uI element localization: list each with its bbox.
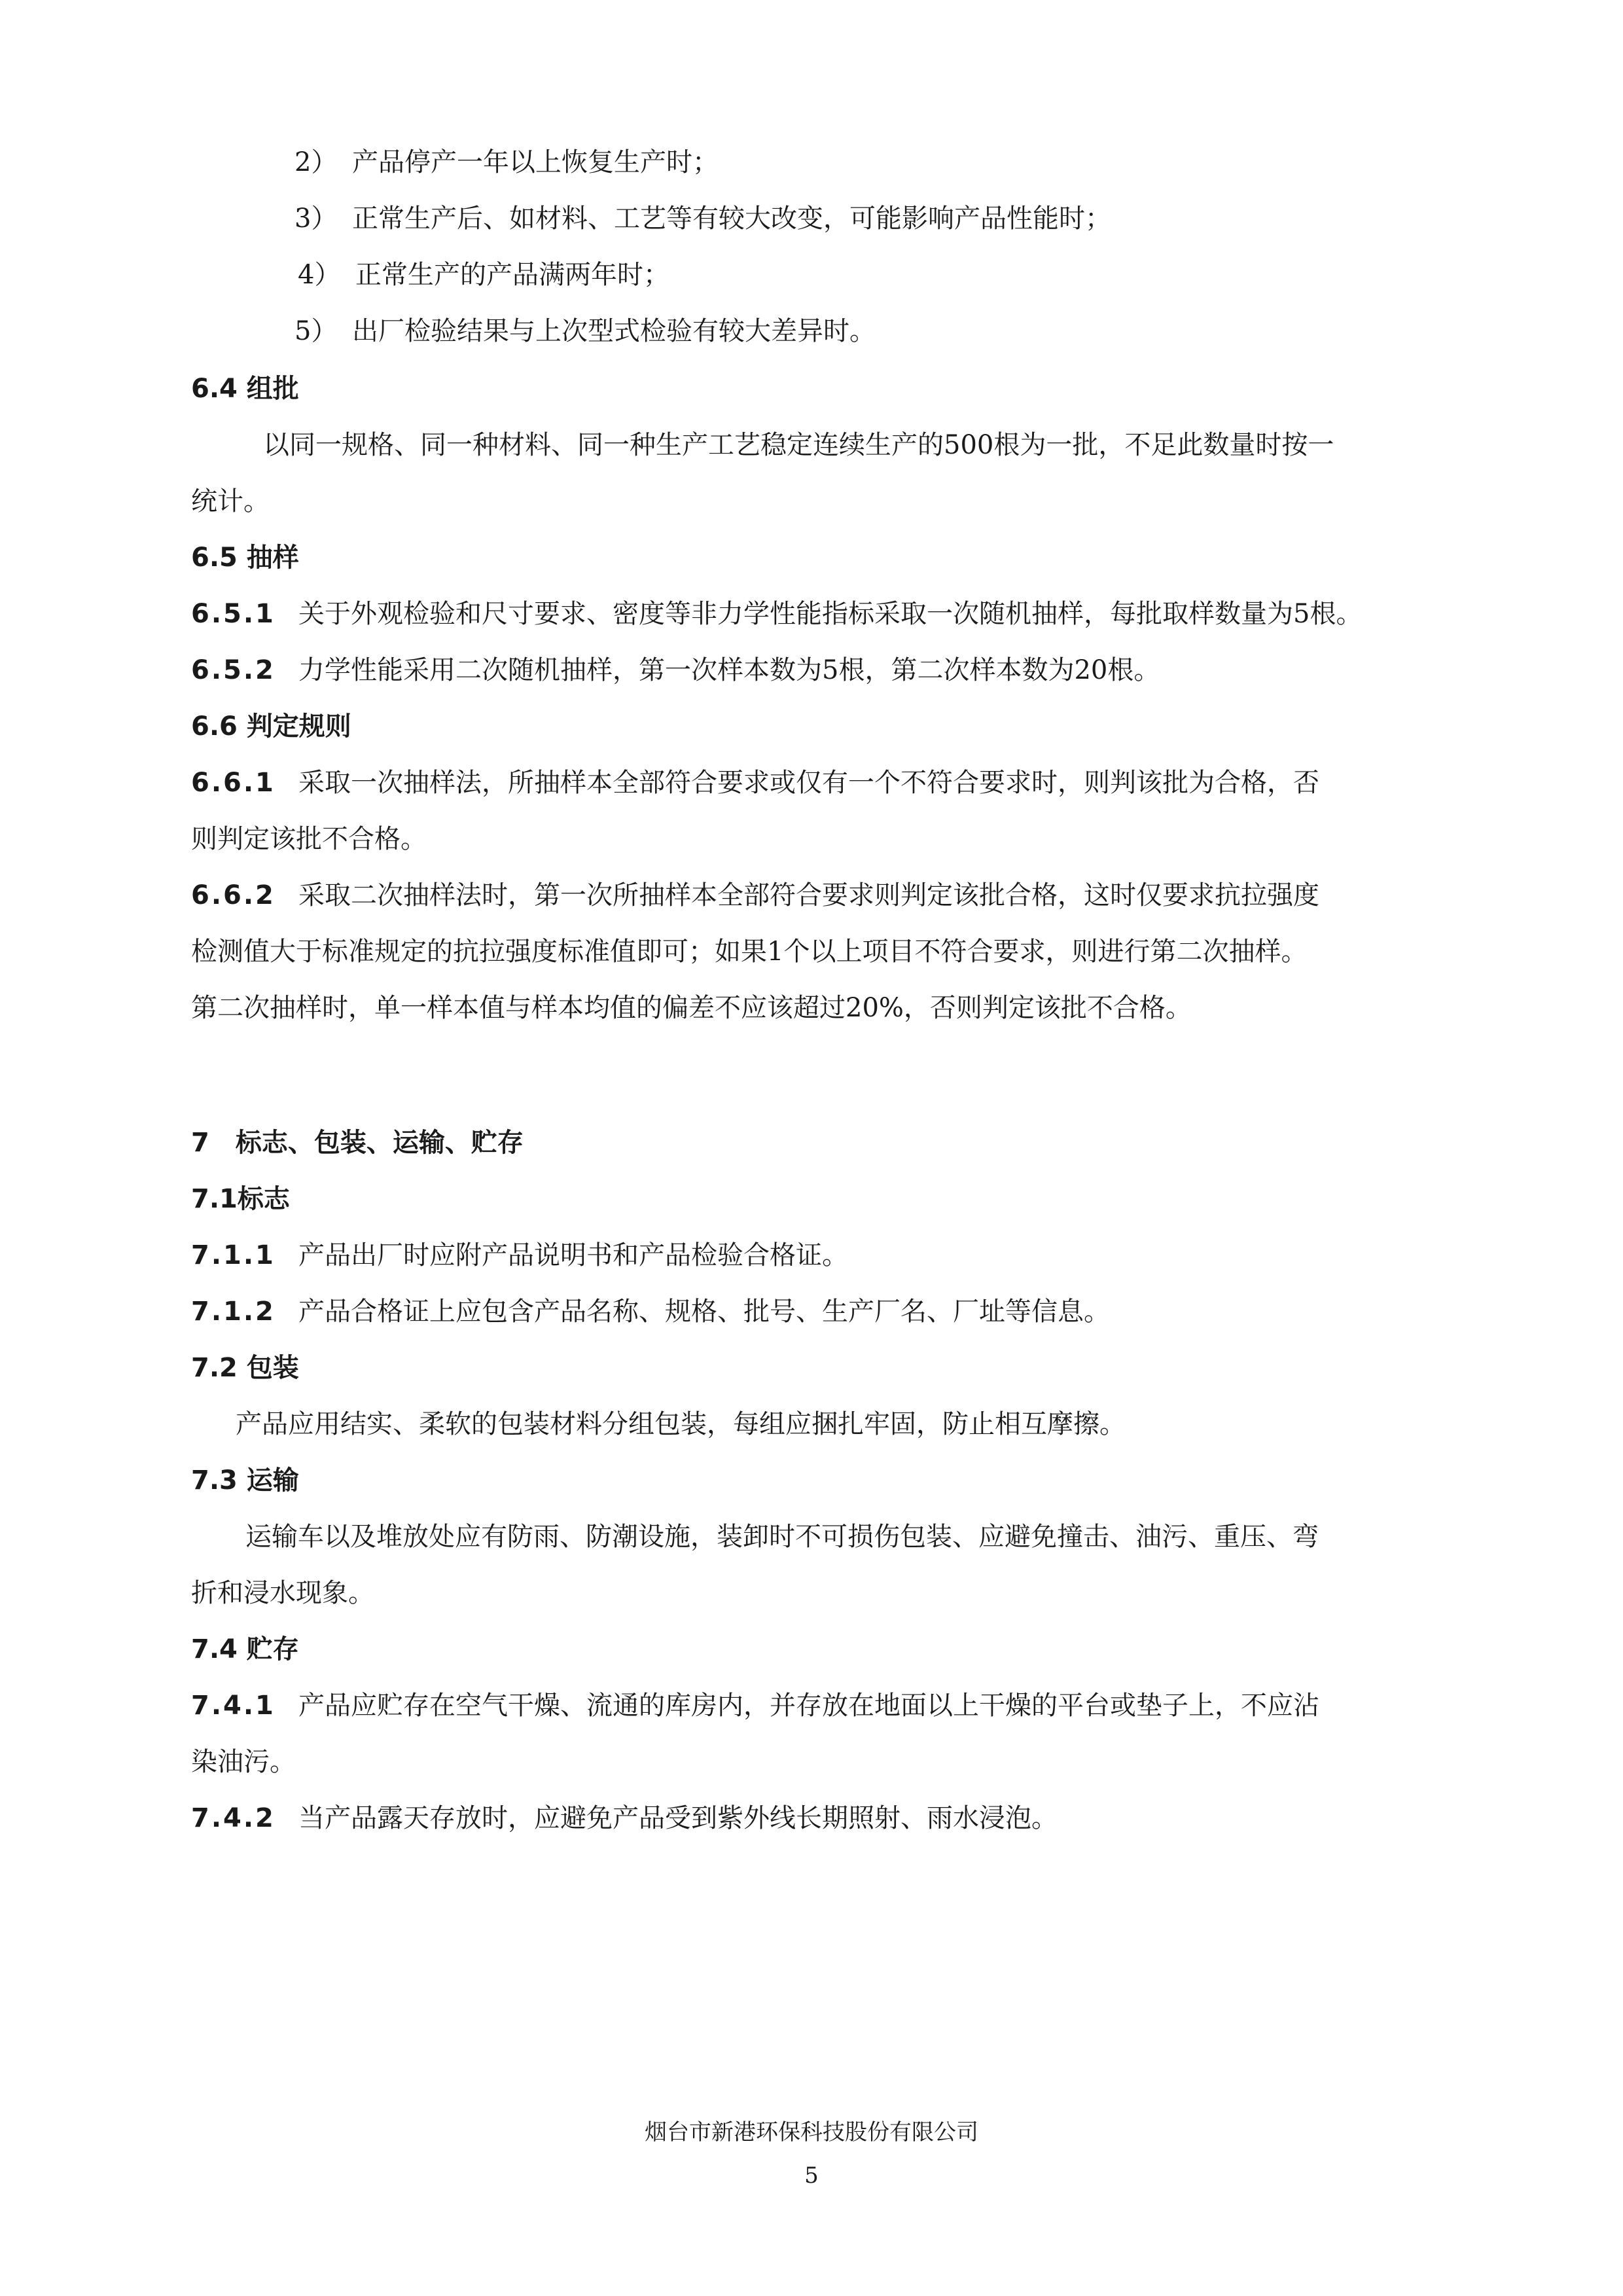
footer-company-name: 烟台市新港环保科技股份有限公司 (645, 2119, 978, 2145)
list-item-number: 2） (294, 147, 338, 177)
clause-number: 6.5.2 (191, 655, 276, 685)
clause-number: 7.4.2 (191, 1803, 276, 1833)
chapter-heading-7: 7 标志、包装、运输、贮存 (191, 1128, 524, 1158)
clause-6-6-1 (191, 766, 1319, 800)
list-item-text: 产品停产一年以上恢复生产时； (352, 147, 719, 177)
section-heading-7-4: 7.4 贮存 (191, 1634, 299, 1664)
clause-6-5-2 (191, 653, 1160, 687)
clause-7-4-1 (191, 1689, 1319, 1723)
list-item-number: 5） (294, 316, 338, 346)
paragraph-6-4-line2: 统计。 (191, 486, 270, 516)
clause-text: 产品出厂时应附产品说明书和产品检验合格证。 (298, 1240, 848, 1270)
clause-text: 当产品露天存放时，应避免产品受到紫外线长期照射、雨水浸泡。 (298, 1803, 1058, 1833)
clause-text: 采取二次抽样法时，第一次所抽样本全部符合要求则判定该批合格，这时仅要求抗拉强度 (298, 880, 1319, 910)
clause-6-6-2-continuation-1: 检测值大于标准规定的抗拉强度标准值即可；如果1个以上项目不符合要求，则进行第二次抽样。 (191, 937, 1308, 967)
list-item-text: 正常生产后、如材料、工艺等有较大改变，可能影响产品性能时； (352, 204, 1111, 234)
section-heading-7-2: 7.2 包装 (191, 1353, 299, 1383)
list-item-number: 4） (298, 260, 341, 290)
section-heading-6-4: 6.4 组批 (191, 374, 299, 404)
clause-7-4-2 (191, 1801, 1058, 1835)
clause-6-5-1 (191, 597, 1362, 631)
section-heading-7-3: 7.3 运输 (191, 1465, 299, 1496)
clause-7-1-2 (191, 1295, 1110, 1329)
paragraph-7-2: 产品应用结实、柔软的包装材料分组包装，每组应捆扎牢固，防止相互摩擦。 (236, 1409, 1126, 1439)
clause-number: 6.6.1 (191, 768, 276, 798)
clause-6-6-1-continuation: 则判定该批不合格。 (191, 824, 427, 854)
clause-number: 6.5.1 (191, 599, 276, 629)
clause-text: 采取一次抽样法，所抽样本全部符合要求或仅有一个不符合要求时，则判该批为合格，否 (298, 768, 1319, 798)
clause-6-6-2-continuation-2: 第二次抽样时，单一样本值与样本均值的偏差不应该超过20%，否则判定该批不合格。 (191, 993, 1192, 1023)
clause-text: 关于外观检验和尺寸要求、密度等非力学性能指标采取一次随机抽样，每批取样数量为5根。 (298, 599, 1363, 629)
list-item (298, 258, 669, 292)
list-item-number: 3） (294, 204, 338, 234)
section-heading-7-1: 7.1标志 (191, 1184, 290, 1214)
list-item (294, 145, 719, 179)
clause-7-4-1-continuation: 染油污。 (191, 1747, 296, 1777)
clause-text: 力学性能采用二次随机抽样，第一次样本数为5根，第二次样本数为20根。 (298, 655, 1160, 685)
page-number: 5 (804, 2162, 819, 2189)
section-heading-6-5: 6.5 抽样 (191, 543, 299, 573)
clause-text: 产品应贮存在空气干燥、流通的库房内，并存放在地面以上干燥的平台或垫子上，不应沾 (298, 1691, 1319, 1721)
clause-number: 7.1.1 (191, 1240, 276, 1270)
clause-number: 7.4.1 (191, 1691, 276, 1721)
paragraph-7-3-line1: 运输车以及堆放处应有防雨、防潮设施，装卸时不可损伤包装、应避免撞击、油污、重压、弯 (245, 1522, 1319, 1552)
list-item (294, 314, 876, 348)
clause-number: 7.1.2 (191, 1297, 276, 1327)
clause-number: 6.6.2 (191, 880, 276, 910)
clause-text: 产品合格证上应包含产品名称、规格、批号、生产厂名、厂址等信息。 (298, 1297, 1110, 1327)
section-heading-6-6: 6.6 判定规则 (191, 711, 351, 742)
paragraph-6-4-line1: 以同一规格、同一种材料、同一种生产工艺稳定连续生产的500根为一批，不足此数量时按一 (263, 430, 1334, 460)
clause-6-6-2 (191, 878, 1319, 912)
list-item (294, 202, 1111, 236)
list-item-text: 正常生产的产品满两年时； (355, 260, 669, 290)
clause-7-1-1 (191, 1238, 848, 1272)
paragraph-7-3-line2: 折和浸水现象。 (191, 1578, 374, 1608)
list-item-text: 出厂检验结果与上次型式检验有较大差异时。 (352, 316, 876, 346)
